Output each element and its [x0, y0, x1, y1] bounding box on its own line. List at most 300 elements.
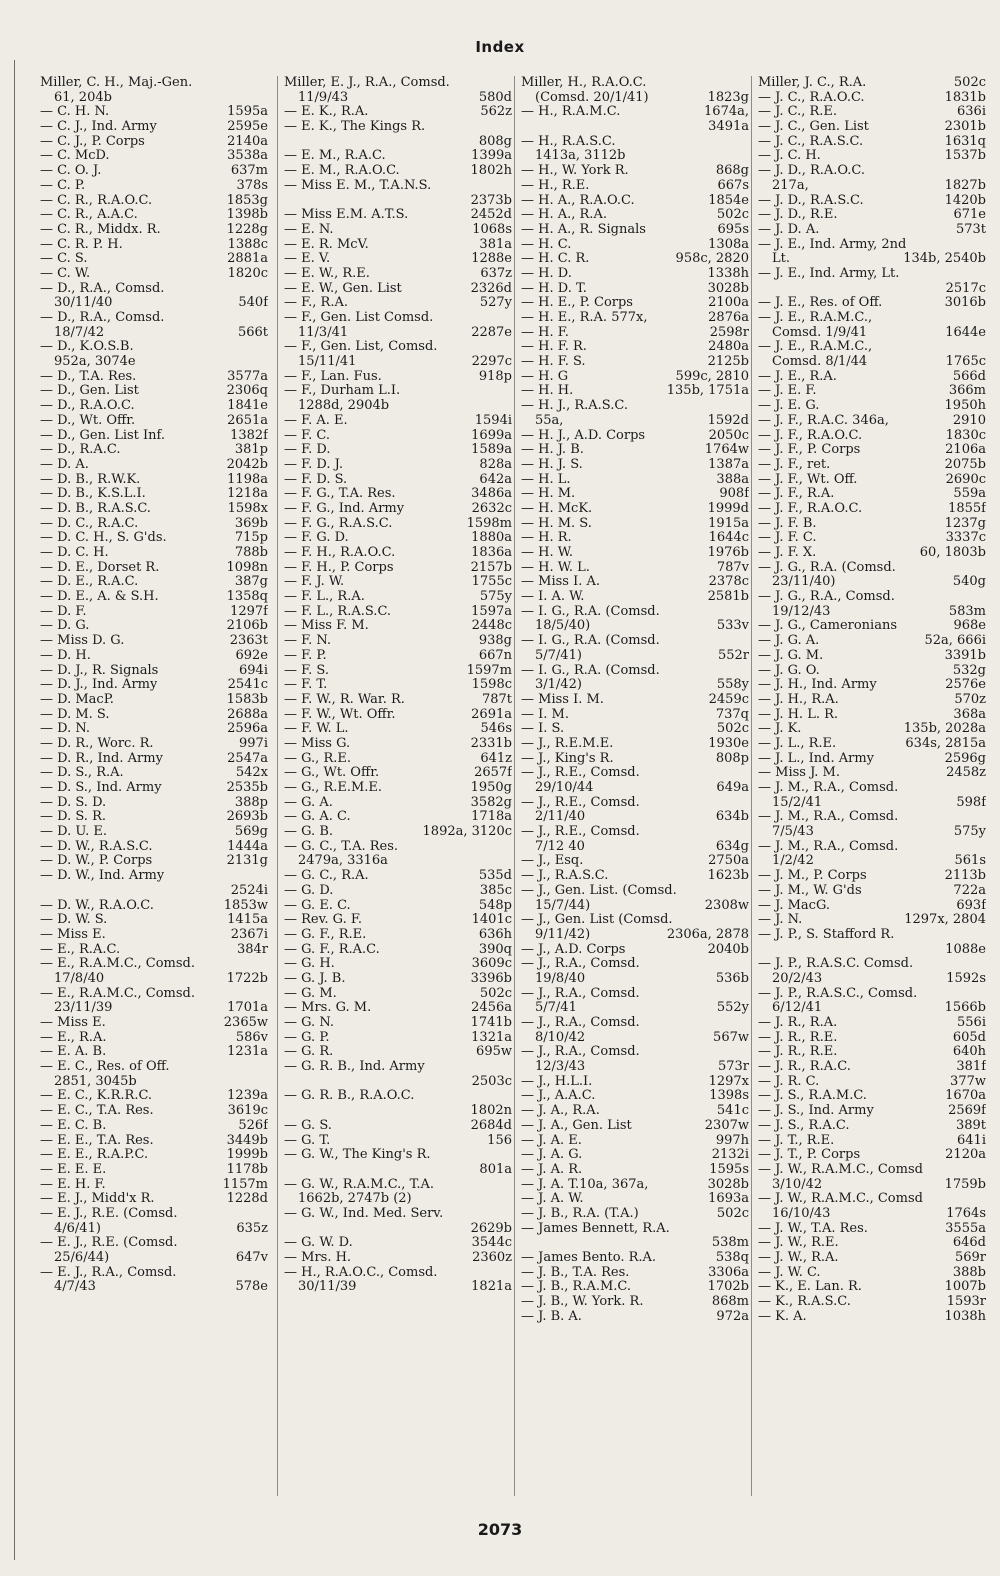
entry-name: 5/7/41): [535, 648, 582, 663]
entry-name: — D. E., Dorset R.: [40, 560, 160, 575]
index-entry: [40, 561, 268, 576]
index-entry: [284, 766, 512, 781]
entry-ref: 3028b: [707, 281, 749, 296]
index-entry: [40, 326, 268, 341]
entry-ref: 556i: [957, 1016, 986, 1030]
index-entry: [521, 1031, 749, 1046]
entry-name: — G. A.: [284, 795, 333, 810]
index-entry: [758, 1045, 986, 1060]
entry-name: — J. F., R.A.: [758, 487, 835, 502]
index-entry: [284, 120, 512, 135]
entry-name: — H. D. T.: [521, 281, 587, 296]
entry-ref: 1755c: [471, 575, 512, 590]
entry-ref: 2581b: [707, 590, 749, 605]
entry-name: — H., R.A.M.C.: [521, 105, 621, 120]
entry-ref: 997i: [239, 736, 268, 751]
index-entry: [40, 987, 268, 1002]
entry-name: — J. F., P. Corps: [758, 443, 861, 458]
index-entry: [40, 810, 268, 825]
entry-ref: 575y: [479, 590, 512, 605]
index-entry: [40, 414, 268, 429]
entry-ref: 1841e: [227, 399, 268, 414]
entry-ref: 2535b: [226, 781, 268, 795]
entry-ref: 1594i: [474, 413, 512, 428]
entry-ref: 1765c: [945, 355, 986, 370]
entry-name: — E. V.: [284, 252, 331, 267]
entry-ref: 2287e: [471, 325, 512, 340]
index-entry: [521, 1163, 749, 1178]
index-entry: [40, 1075, 268, 1090]
index-entry: [758, 252, 986, 267]
index-entry: [521, 619, 749, 634]
entry-ref: 1231a: [227, 1045, 268, 1060]
index-entry: [521, 1045, 749, 1060]
entry-name: — D. S., Ind. Army: [40, 781, 162, 795]
index-entry: [284, 517, 512, 532]
entry-name: — E. J., Midd'x R.: [40, 1192, 155, 1207]
entry-name: 2851, 3045b: [54, 1074, 137, 1089]
entry-name: — D., Gen. List Inf.: [40, 428, 166, 443]
index-entry: [758, 1148, 986, 1163]
entry-name: — E. A. B.: [40, 1045, 107, 1060]
index-entry: [284, 399, 512, 414]
index-entry: [758, 590, 986, 605]
entry-name: — C. R., Middx. R.: [40, 222, 161, 237]
entry-name: — E. E., R.A.P.C.: [40, 1148, 149, 1163]
entry-name: — J. D., R.E.: [758, 208, 838, 223]
entry-name: — E. J., R.E. (Comsd.: [40, 1236, 178, 1251]
index-entry: [521, 517, 749, 532]
entry-name: — F. S.: [284, 663, 329, 678]
index-entry: [284, 664, 512, 679]
entry-name: — J. H., R.A.: [758, 692, 839, 707]
index-entry: [758, 135, 986, 150]
entry-ref: 1228g: [226, 222, 268, 237]
index-entry: [40, 135, 268, 150]
entry-ref: 637z: [480, 266, 512, 281]
entry-name: — J. F., R.A.C. 346a,: [758, 413, 889, 428]
entry-name: — J. W., R.A.M.C., Comsd: [758, 1162, 923, 1177]
index-entry: [758, 179, 986, 194]
entry-name: — G. T.: [284, 1133, 331, 1148]
index-entry: [284, 1192, 512, 1207]
entry-name: — J. H. L. R.: [758, 707, 839, 722]
entry-name: — J. G., R.A., Comsd.: [758, 590, 895, 605]
entry-name: — C. J., Ind. Army: [40, 120, 157, 135]
entry-ref: 1802n: [470, 1104, 512, 1119]
entry-ref: 575y: [953, 825, 986, 840]
index-entry: [284, 326, 512, 341]
entry-ref: 1999d: [707, 501, 749, 516]
entry-ref: 642a: [479, 472, 512, 487]
entry-name: — I. G., R.A. (Comsd.: [521, 604, 660, 619]
index-entry: [284, 194, 512, 209]
entry-name: — F. G., T.A. Res.: [284, 487, 396, 502]
entry-ref: 2576e: [945, 678, 986, 693]
entry-ref: 2131g: [226, 854, 268, 869]
entry-ref: 828a: [479, 457, 512, 472]
entry-name: — Miss E. M., T.A.N.S.: [284, 178, 432, 193]
entry-ref: 578e: [235, 1280, 268, 1295]
index-entry: [40, 575, 268, 590]
entry-name: 15/7/44): [535, 898, 591, 913]
entry-ref: 2075b: [944, 457, 986, 472]
entry-name: — J. T., P. Corps: [758, 1148, 861, 1163]
entry-ref: 2503c: [471, 1074, 512, 1089]
entry-name: Comsd. 8/1/44: [772, 355, 868, 370]
index-entry: [284, 634, 512, 649]
entry-name: — K., R.A.S.C.: [758, 1295, 851, 1310]
entry-ref: 566d: [952, 369, 986, 384]
entry-name: — F. W., Wt. Offr.: [284, 707, 396, 722]
index-entry: [758, 149, 986, 164]
entry-name: — J. C. H.: [758, 149, 821, 164]
entry-name: — J., R.A., Comsd.: [521, 986, 640, 1001]
entry-ref: 60, 1803b: [919, 546, 986, 560]
entry-name: — G. R. B., Ind. Army: [284, 1060, 425, 1075]
entry-name: — J. F. B.: [758, 516, 817, 531]
index-entry: [284, 1045, 512, 1060]
entry-ref: 637m: [230, 164, 268, 179]
entry-name: — G., Wt. Offr.: [284, 766, 380, 781]
entry-name: — F. W. L.: [284, 722, 349, 737]
index-entry: [284, 91, 512, 106]
entry-name: — J. H., Ind. Army: [758, 678, 877, 693]
entry-name: — G. F., R.A.C.: [284, 942, 380, 957]
index-entry: [40, 76, 268, 91]
index-entry: [40, 1163, 268, 1178]
index-entry: [284, 267, 512, 282]
entry-name: 2479a, 3316a: [298, 854, 388, 869]
index-entry: [284, 781, 512, 796]
index-entry: [284, 1251, 512, 1266]
entry-ref: 1415a: [227, 913, 268, 928]
entry-ref: 2050c: [708, 428, 749, 443]
entry-name: — J. C., R.A.S.C.: [758, 134, 864, 149]
entry-ref: 388p: [234, 795, 268, 810]
entry-name: — F. D. J.: [284, 457, 343, 472]
entry-name: — J. E. F.: [758, 384, 817, 399]
entry-ref: 1398s: [709, 1089, 749, 1104]
entry-ref: 569r: [954, 1251, 986, 1265]
entry-ref: 1237g: [944, 516, 986, 531]
index-entry: [40, 1222, 268, 1237]
entry-name: 1662b, 2747b (2): [298, 1192, 412, 1207]
index-entry: [758, 752, 986, 767]
index-entry: [284, 340, 512, 355]
entry-ref: 808g: [478, 134, 512, 149]
index-entry: [284, 1148, 512, 1163]
index-entry: [284, 678, 512, 693]
entry-name: — J., A.D. Corps: [521, 942, 626, 957]
index-entry: [521, 1192, 749, 1207]
entry-name: — Miss E.: [40, 1016, 106, 1030]
entry-name: — G. W., R.A.M.C., T.A.: [284, 1177, 434, 1192]
index-column-3: [514, 76, 749, 1496]
index-entry: [284, 296, 512, 311]
index-entry: [284, 1266, 512, 1281]
index-entry: [758, 619, 986, 634]
entry-ref: 2360z: [472, 1251, 512, 1265]
index-entry: [40, 840, 268, 855]
entry-name: — J., A.A.C.: [521, 1089, 596, 1104]
index-entry: [758, 1104, 986, 1119]
entry-ref: 646d: [952, 1236, 986, 1251]
entry-name: — F., Gen. List, Comsd.: [284, 340, 438, 355]
index-entry: [758, 517, 986, 532]
entry-name: — J., Esq.: [521, 854, 584, 869]
entry-ref: 2458z: [946, 766, 986, 781]
entry-ref: 636h: [478, 927, 512, 942]
entry-ref: 3538a: [227, 149, 268, 164]
entry-name: — D. R., Worc. R.: [40, 736, 154, 751]
entry-ref: 366m: [948, 384, 986, 399]
entry-name: — C. R., R.A.O.C.: [40, 193, 153, 208]
entry-name: — E. J., R.A., Comsd.: [40, 1265, 177, 1280]
entry-name: 217a,: [772, 178, 809, 193]
index-entry: [40, 252, 268, 267]
index-entry: [521, 1134, 749, 1149]
entry-name: — J., R.E., Comsd.: [521, 795, 640, 810]
entry-name: 23/11/40): [772, 575, 836, 590]
entry-name: Miller, E. J., R.A., Comsd.: [284, 76, 450, 90]
index-entry: [284, 384, 512, 399]
entry-ref: 968e: [953, 619, 986, 634]
entry-ref: 3028b: [707, 1177, 749, 1192]
entry-name: — J. R. C.: [758, 1074, 820, 1089]
entry-ref: 2365w: [223, 1016, 268, 1030]
entry-name: 6/12/41: [772, 1001, 823, 1016]
index-entry: [758, 1134, 986, 1149]
index-entry: [758, 605, 986, 620]
entry-name: — D. F.: [40, 604, 87, 619]
entry-name: — James Bennett, R.A.: [521, 1221, 670, 1236]
entry-ref: 502c: [953, 76, 986, 90]
entry-ref: 3609c: [471, 957, 512, 972]
entry-name: — H. L.: [521, 472, 571, 487]
index-entry: [758, 429, 986, 444]
index-entry: [284, 487, 512, 502]
entry-ref: 1853g: [226, 193, 268, 208]
index-entry: [521, 928, 749, 943]
entry-name: — Rev. G. F.: [284, 913, 362, 928]
index-entry: [758, 296, 986, 311]
index-entry: [284, 943, 512, 958]
index-entry: [521, 943, 749, 958]
index-entry: [521, 810, 749, 825]
entry-name: — Miss J. M.: [758, 766, 840, 781]
index-entry: [284, 105, 512, 120]
entry-name: — J. G., Cameronians: [758, 619, 898, 634]
entry-ref: 1038h: [944, 1309, 986, 1324]
index-entry: [284, 619, 512, 634]
entry-name: — H. J. B.: [521, 443, 584, 458]
entry-name: — F., Gen. List Comsd.: [284, 311, 434, 325]
index-entry: [758, 208, 986, 223]
entry-ref: 3577a: [227, 369, 268, 384]
entry-ref: 635z: [236, 1221, 268, 1236]
entry-name: — E., R.A.: [40, 1030, 107, 1045]
entry-name: — E. R. McV.: [284, 237, 369, 252]
index-entry: [758, 972, 986, 987]
entry-ref: 667n: [478, 648, 512, 663]
entry-ref: 2331b: [470, 736, 512, 751]
entry-ref: 135b, 2028a: [903, 722, 986, 737]
entry-ref: 1764s: [946, 1206, 986, 1221]
index-entry: [40, 664, 268, 679]
entry-name: — J. M., W. G'ds: [758, 883, 862, 898]
index-entry: [758, 164, 986, 179]
entry-ref: 695s: [717, 222, 749, 237]
entry-ref: 1398b: [226, 208, 268, 223]
entry-name: — D. W. S.: [40, 913, 108, 928]
index-entry: [758, 693, 986, 708]
index-entry: [758, 943, 986, 958]
index-entry: [521, 1280, 749, 1295]
entry-name: — D. U. E.: [40, 825, 108, 840]
index-entry: [521, 913, 749, 928]
entry-ref: 561s: [954, 854, 986, 869]
index-entry: [40, 752, 268, 767]
index-entry: [284, 957, 512, 972]
entry-name: — J., Gen. List. (Comsd.: [521, 883, 677, 898]
entry-name: — H. R.: [521, 531, 572, 546]
index-entry: [758, 120, 986, 135]
entry-ref: 385c: [479, 883, 512, 898]
index-entry: [758, 854, 986, 869]
index-entry: [40, 370, 268, 385]
entry-ref: 558y: [716, 678, 749, 693]
entry-ref: 552y: [716, 1001, 749, 1016]
entry-ref: 1537b: [944, 149, 986, 164]
entry-ref: 1827b: [944, 178, 986, 193]
entry-ref: 958c, 2820: [675, 252, 749, 267]
index-entry: [284, 531, 512, 546]
index-entry: [284, 561, 512, 576]
entry-ref: 388b: [952, 1265, 986, 1280]
entry-ref: 1338h: [707, 266, 749, 281]
index-entry: [284, 1236, 512, 1251]
index-entry: [40, 1266, 268, 1281]
entry-ref: 546s: [480, 722, 512, 737]
entry-name: — J. S., R.A.M.C.: [758, 1089, 867, 1104]
entry-name: — G. R.: [284, 1045, 334, 1060]
entry-ref: 3619c: [227, 1104, 268, 1119]
index-entry: [521, 678, 749, 693]
index-entry: [758, 825, 986, 840]
entry-name: — F. G., Ind. Army: [284, 501, 405, 516]
entry-ref: 605d: [952, 1030, 986, 1045]
entry-ref: 2301b: [944, 120, 986, 135]
entry-ref: 1999b: [226, 1148, 268, 1163]
entry-ref: 540g: [952, 575, 986, 590]
entry-name: — J. M., R.A., Comsd.: [758, 810, 899, 825]
index-entry: [521, 296, 749, 311]
entry-name: — J., H.L.I.: [521, 1074, 593, 1089]
index-entry: [40, 678, 268, 693]
entry-name: — J. W., R.E.: [758, 1236, 839, 1251]
index-column-1: [40, 76, 268, 1496]
entry-name: — J. D., R.A.S.C.: [758, 193, 864, 208]
entry-name: 2/11/40: [535, 810, 586, 825]
entry-ref: 1892a, 3120c: [422, 825, 512, 840]
index-entry: [758, 869, 986, 884]
entry-name: 11/3/41: [298, 325, 349, 340]
index-entry: [40, 91, 268, 106]
index-entry: [521, 869, 749, 884]
entry-ref: 1358q: [226, 590, 268, 605]
index-entry: [40, 1251, 268, 1266]
entry-ref: 3391b: [944, 648, 986, 663]
entry-name: — G. P.: [284, 1030, 330, 1045]
entry-name: — F., Durham L.I.: [284, 384, 401, 399]
entry-name: — J., R.A., Comsd.: [521, 1016, 640, 1030]
index-entry: [284, 238, 512, 253]
index-entry: [758, 502, 986, 517]
entry-name: — E. K., The Kings R.: [284, 120, 426, 135]
entry-name: — J., Gen. List (Comsd.: [521, 913, 673, 928]
index-entry: [284, 546, 512, 561]
index-entry: [521, 1310, 749, 1325]
entry-name: 8/10/42: [535, 1030, 586, 1045]
index-entry: [40, 781, 268, 796]
entry-ref: 384r: [236, 942, 268, 957]
entry-name: — J. M., R.A., Comsd.: [758, 781, 899, 795]
index-entry: [758, 384, 986, 399]
entry-name: — D. J., R. Signals: [40, 663, 159, 678]
entry-name: — J. R., R.E.: [758, 1030, 838, 1045]
entry-ref: 2373b: [470, 193, 512, 208]
index-entry: [284, 972, 512, 987]
index-entry: [284, 1222, 512, 1237]
entry-name: — J. B., R.A. (T.A.): [521, 1206, 639, 1221]
index-entry: [521, 722, 749, 737]
entry-ref: 3544c: [471, 1236, 512, 1251]
index-entry: [758, 370, 986, 385]
index-entry: [40, 384, 268, 399]
entry-name: — F. C.: [284, 428, 331, 443]
entry-name: 9/11/42): [535, 927, 591, 942]
entry-name: — J. B., T.A. Res.: [521, 1265, 630, 1280]
entry-name: — F. A. E.: [284, 413, 348, 428]
entry-ref: 1831b: [944, 90, 986, 105]
index-entry: [284, 1119, 512, 1134]
entry-name: — G. C., R.A.: [284, 869, 369, 884]
entry-name: — J. B., R.A.M.C.: [521, 1280, 632, 1295]
entry-name: — D. W., R.A.O.C.: [40, 898, 154, 913]
entry-name: — C. P.: [40, 178, 86, 193]
index-entry: [758, 678, 986, 693]
index-entry: [40, 1148, 268, 1163]
entry-name: — J. F., R.A.O.C.: [758, 428, 863, 443]
entry-name: — J. B., W. York. R.: [521, 1295, 644, 1310]
entry-ref: 1598c: [471, 678, 512, 693]
entry-ref: 1198a: [227, 472, 268, 487]
entry-name: — D. C., R.A.C.: [40, 516, 139, 531]
index-entry: [758, 561, 986, 576]
entry-ref: 570z: [954, 692, 986, 707]
index-entry: [284, 869, 512, 884]
entry-name: — E. N.: [284, 222, 334, 237]
index-entry: [284, 1163, 512, 1178]
entry-ref: 2106b: [226, 619, 268, 634]
entry-name: 15/2/41: [772, 795, 823, 810]
entry-ref: 1674a,: [704, 105, 749, 120]
index-entry: [40, 796, 268, 811]
entry-name: — J. P., R.A.S.C., Comsd.: [758, 986, 918, 1001]
entry-name: — D. R., Ind. Army: [40, 751, 163, 766]
entry-name: — E. M., R.A.C.: [284, 149, 386, 164]
